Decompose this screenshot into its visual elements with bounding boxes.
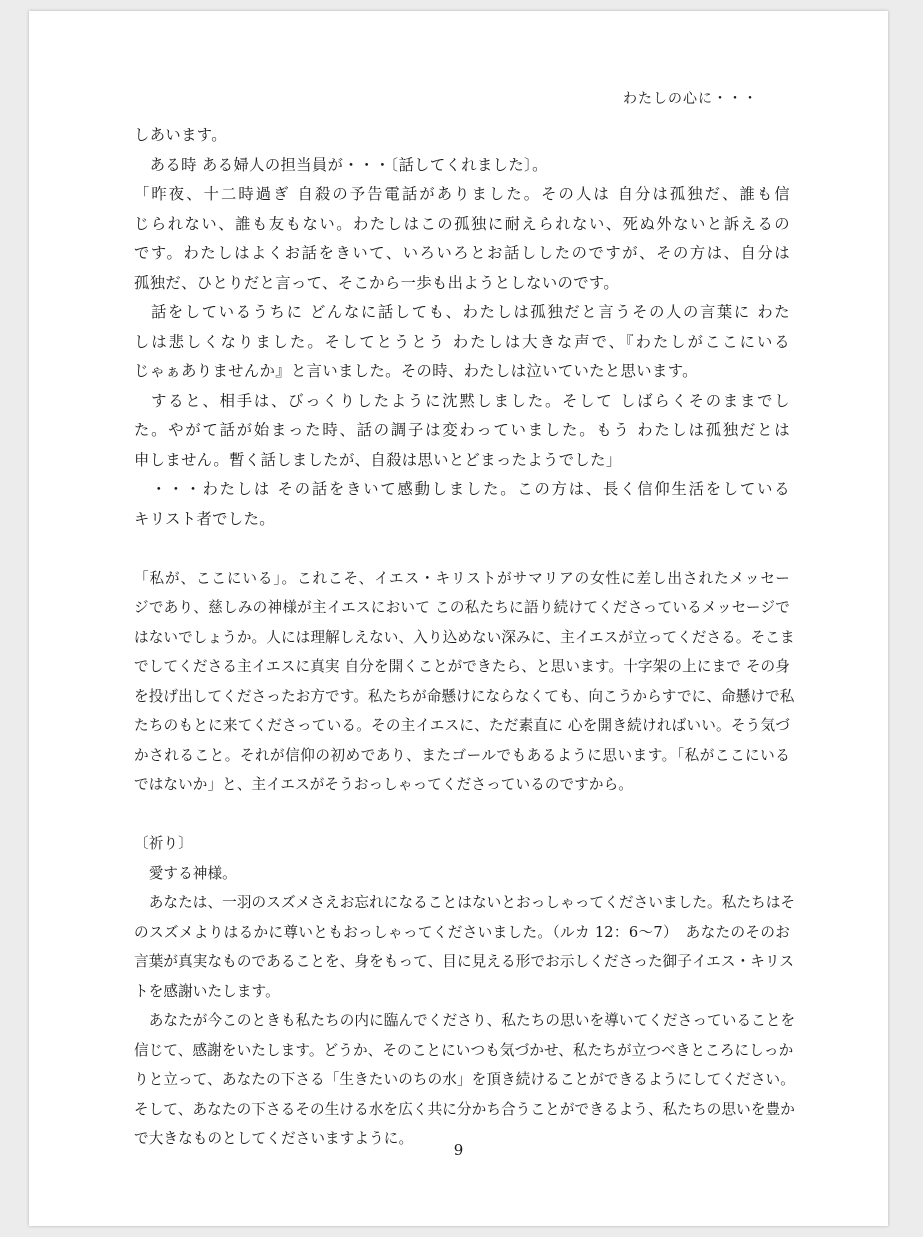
reflection-section [134,564,795,800]
text-line: じられない、誰も友もない。わたしはこの孤独に耐えられない、死ぬ外ないと訴えるの [134,214,790,233]
text-line: りと立って、あなたの下さる「生きたいのちの水」を頂き続けることができるようにしてください。 [134,1071,795,1088]
blank-line [134,800,790,830]
text-line: 「私が、ここにいる」。これこそ、イエス・キリストがサマリアの女性に差し出されたメッセー [134,569,790,587]
text-line: しは悲しくなりました。そしてとうとう わたしは大きな声で、『わたしがここにいる [134,332,790,351]
text-line: 愛する神様。 [134,864,237,882]
document-page [29,11,888,1226]
text-line: 孤独だ、ひとりだと言って、そこから一歩も出ようとしないのです。 [134,273,620,292]
text-line: で大きなものとしてくださいますように。 [134,1130,414,1147]
text-line: た。やがて話が始まった時、話の調子は変わっていました。もう わたしは孤独だとは [134,421,790,439]
text-line: です。わたしはよくお話をきいて、いろいろとお話ししたのですが、その方は、自分は [134,244,790,262]
text-line: はないでしょうか。人には理解しえない、入り込めない深みに、主イエスが立ってくださる。そこま [134,628,795,646]
blank-line [134,534,790,564]
prayer-heading: 〔祈り〕 [134,835,193,852]
story-section [134,121,790,534]
text-line: たちのもとに来てくださっている。その主イエスに、ただ素直に 心を開き続ければいい。そう気づ [134,717,790,734]
text-line: 申しません。暫く話しましたが、自殺は思いとどまったようでした」 [134,450,622,469]
text-line: ではないか」と、主イエスがそうおっしゃってくださっているのですから。 [134,776,634,793]
text-line: じゃぁありませんか』と言いました。その時、わたしは泣いていたと思います。 [134,362,698,380]
text-line: かされること。それが信仰の初めであり、またゴールでもあるように思います。「私がここにいる [134,746,790,764]
text-line: のスズメよりはるかに尊いともおっしゃってくださいました。（ルカ 12：6〜7） あなたのそのお [134,923,790,941]
running-header: わたしの心に・・・ [623,91,758,107]
text-line: 信じて、感謝をいたします。どうか、そのことにいつも気づかせ、私たちが立つべきところにしっか [134,1041,794,1059]
text-line: でしてくださる主イエスに真実 自分を開くことができたら、と思います。十字架の上にまで その身 [134,658,790,675]
text-line: ジであり、慈しみの神様が主イエスにおいて この私たちに語り続けてくださっているメッセージで [134,599,790,616]
text-line: キリスト者でした。 [134,509,275,528]
text-line: 言葉が真実なものであることを、身をもって、目に見える形でお示しくださった御子イエス・キリス [134,953,795,970]
text-line: そして、あなたの下さるその生ける水を広く共に分かち合うことができるよう、私たちの思いを豊か [134,1100,795,1118]
text-line: ある時 ある婦人の担当員が・・・〔話してくれました〕。 [134,155,548,174]
prayer-section [134,829,796,1154]
page-body [134,121,796,1154]
text-line: 「昨夜、十二時過ぎ 自殺の予告電話がありました。その人は 自分は孤独だ、誰も信 [134,185,790,203]
text-line: 話をしているうちに どんなに話しても、わたしは孤独だと言うその人の言葉に わた [134,303,790,321]
text-line: あなたは、一羽のスズメさえお忘れになることはないとおっしゃってくださいました。私たちはそ [134,894,796,911]
text-line: トを感謝いたします。 [134,982,280,1000]
text-line: しあいます。 [134,126,227,144]
text-line: あなたが今このときも私たちの内に臨んでくださり、私たちの思いを導いてくださっていることを [134,1012,796,1029]
text-line: すると、相手は、びっくりしたように沈黙しました。そして しばらくそのままでし [134,391,790,410]
text-line: を投げ出してくださったお方です。私たちが命懸けにならなくても、向こうからすでに、命懸けで私 [134,687,795,705]
text-line: ・・・わたしは その話をきいて感動しました。この方は、長く信仰生活をしている [134,480,790,498]
page-number: 9 [453,1141,464,1159]
